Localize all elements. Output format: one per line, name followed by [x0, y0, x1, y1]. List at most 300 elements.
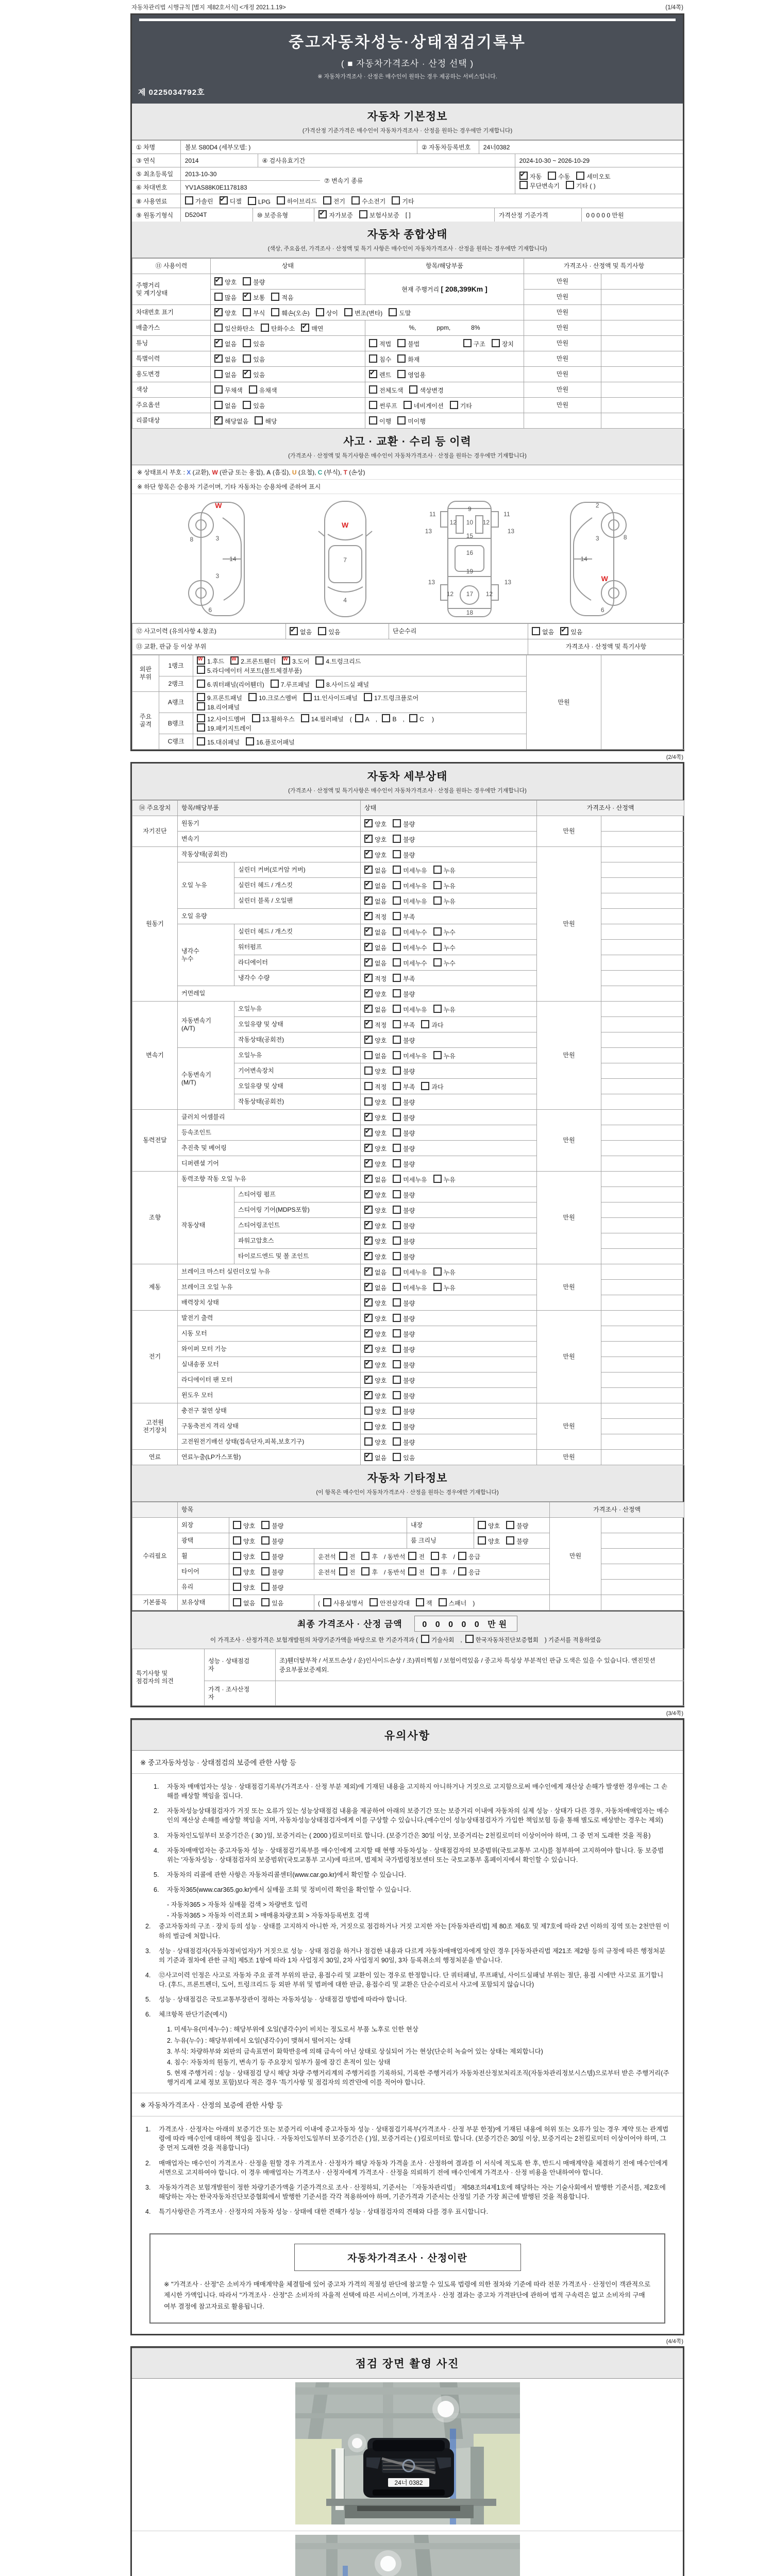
checkbox-option: 미세누유: [393, 1006, 427, 1013]
status-cell: [474, 1518, 550, 1533]
checkbox: [393, 943, 401, 951]
other-row: [132, 1580, 684, 1595]
device-group: 전기: [132, 1311, 178, 1403]
checkbox: [393, 1422, 401, 1430]
checkbox-option: 불량: [261, 1553, 283, 1561]
checkbox-option: 불량: [243, 279, 265, 286]
car-outline-left: [169, 498, 272, 620]
status-cell: [211, 290, 365, 305]
checkbox: [433, 1005, 442, 1013]
checkbox: [364, 1283, 373, 1291]
checkbox: [439, 1598, 447, 1606]
exchange-price-header: 가격조사 · 산정액 및 특기사항: [528, 639, 684, 655]
status-cell: [229, 1533, 407, 1549]
checkbox-option: ✔ 양호: [214, 310, 237, 317]
checkbox-option: 13.휠하우스: [252, 716, 295, 723]
field-label: ③ 연식: [132, 154, 181, 167]
checkbox: [416, 1598, 424, 1606]
checkbox-option: ✔ 양호: [364, 1161, 386, 1168]
text-token: /: [453, 1568, 455, 1576]
status-cell: [361, 816, 537, 832]
panel-number: 17: [466, 590, 474, 598]
blank-cell: [601, 1518, 684, 1533]
checkbox: [393, 819, 401, 827]
opinion-label: 성능 · 상태점검 자: [205, 1649, 276, 1681]
checkbox-option: 불량: [393, 1362, 415, 1369]
blank-cell: [601, 924, 684, 940]
checkbox-option: 불량: [393, 1037, 415, 1044]
checkbox: [323, 1598, 331, 1606]
status-cell: [211, 274, 365, 290]
checkbox: [393, 1236, 401, 1245]
checkbox: [214, 354, 223, 363]
checkbox-option: W 2.프론트휀더: [230, 658, 276, 665]
checkbox: [393, 1406, 401, 1415]
document-number: 제 0225034792호: [138, 88, 205, 97]
blank-cell: [601, 862, 684, 878]
status-cell: [361, 1187, 537, 1202]
panel-number: 13: [504, 578, 512, 586]
checkbox: [364, 1267, 373, 1276]
blank-cell: [601, 1342, 684, 1357]
checkbox-option: 한국자동차진단보증협회: [465, 1637, 539, 1643]
opinion-group: 특기사항 및 점검자의 의견: [132, 1649, 205, 1706]
row-label: 배출가스: [132, 320, 211, 336]
legend-code: C: [317, 469, 323, 476]
status-cell: [361, 1450, 537, 1465]
rank-name: B랭크: [159, 713, 193, 734]
checkbox-option: 누유: [433, 1053, 456, 1060]
status-cell: [229, 1595, 314, 1611]
form-page-2: [130, 762, 684, 1707]
blank-cell: [601, 1233, 684, 1249]
other-row: [132, 1549, 684, 1564]
checkbox: [230, 656, 239, 665]
checkbox-option: 19.패키지트레이: [197, 725, 251, 732]
subitem-cell: 작동상태(공회전): [234, 1032, 361, 1048]
other-row: [132, 1533, 684, 1549]
checkbox: [364, 896, 373, 905]
checkbox: [197, 714, 205, 722]
checkbox-option: ✔ 적정: [364, 975, 386, 982]
caution-item: 2. 자동차성능상태점검자가 거짓 또는 오류가 있는 성능상태점검 내용을 제공하여 아래의 보증기간 또는 보증거리 이내에 자동차의 실제 성능 · 상태가 다른 경우, 자동차매매업자는 매수인의 재산상 손해를 배상할 책임을 지며, 자동차성능상태점검자에게 이를 구상할 수 있습니다.(매수인이 성능상태점검자가 가입한 책임보험 등을 통해 별도로 배상받는 경우는 제외): [154, 1807, 669, 1824]
row-label: 특별이력: [132, 351, 211, 367]
checkbox: [548, 172, 556, 180]
checkbox: [369, 385, 377, 394]
status-cell: [361, 1141, 537, 1156]
price-cell: 만원: [524, 382, 601, 398]
detail-row: [132, 1388, 684, 1403]
field-label: ① 차명: [132, 141, 181, 154]
overall-status-table: [132, 258, 683, 429]
checkbox-option: 불량: [393, 1223, 415, 1230]
checkbox-option: ✔ 양호: [364, 991, 386, 998]
checkbox-option: ✔ 없음: [364, 1454, 386, 1462]
checkbox: [364, 1376, 373, 1384]
overall-header-row: [132, 259, 684, 274]
subitem-cell: 실린더 헤드 / 개스킷: [234, 878, 361, 893]
blank-cell: [601, 1295, 684, 1311]
checkbox: [421, 1635, 429, 1643]
basic-middle-block: [132, 167, 683, 194]
checkbox-option: 장치: [492, 341, 514, 348]
rank-name: 2랭크: [159, 676, 193, 692]
checkbox-option: 불량: [261, 1538, 283, 1545]
car-outline-right: [543, 498, 646, 620]
checkbox: [243, 308, 251, 316]
other-title: 자동차 기타정보: [367, 1472, 448, 1484]
blank-cell: [601, 274, 684, 290]
caution-item: 5. 성능 · 상태점검은 국토교통부장관이 정하는 자동차성능 · 상태점검 방법에 따라야 합니다.: [145, 1996, 407, 2004]
panel-number: 11: [429, 510, 436, 518]
checkbox: [364, 989, 373, 997]
cautions-title: 유의사항: [132, 1720, 683, 1751]
checkbox-option: 없음: [364, 1053, 386, 1060]
checkbox-option: 미세누유: [393, 898, 427, 905]
checkbox-option: ✔ 양호: [364, 1362, 386, 1369]
checkbox-option: 9.프론트패널: [197, 694, 242, 702]
item-cell: 시동 모터: [178, 1326, 361, 1342]
item-cell: 변속기: [178, 832, 361, 847]
exchange-rank-table: [132, 655, 683, 750]
checkbox-option: ✔ 양호: [364, 1238, 386, 1245]
checkbox-option: 누유: [433, 1284, 456, 1292]
simple-repair-options: [528, 624, 684, 639]
other-info-table: [132, 1502, 683, 1611]
blank-cell: [601, 909, 684, 924]
status-cell: [361, 986, 537, 1002]
checkbox: [393, 1283, 401, 1291]
blank-cell: [601, 1450, 684, 1465]
text-token: ) 기준서를 적용하였음: [544, 1637, 602, 1643]
checkbox-option: ✔ 없음: [214, 356, 237, 363]
checkbox-option: 도말: [389, 310, 411, 317]
row-label: 색상: [132, 382, 211, 398]
checkbox: [318, 627, 326, 635]
panel-number: 19: [466, 567, 474, 575]
history-label: ⑫ 사고이력 (유의사항 4.참조): [132, 624, 286, 639]
checkbox-option: 불법: [397, 341, 419, 348]
detail-row: [132, 1280, 684, 1295]
blank-cell: [601, 413, 684, 429]
detail-row: [132, 1342, 684, 1357]
checkbox-option: ✔ 양호: [364, 1145, 386, 1153]
form-page-1: [130, 13, 684, 751]
blank-cell: [601, 320, 684, 336]
checkbox: [409, 385, 417, 394]
checkbox: [409, 714, 417, 722]
blank-cell: [601, 1125, 684, 1141]
checkbox: [560, 627, 568, 635]
fuel-options: [181, 194, 683, 208]
detail-row: [132, 1419, 684, 1434]
checkbox-option: 탄화수소: [261, 325, 295, 332]
damage-mark-w: W: [601, 574, 608, 583]
legend-code: X: [187, 469, 191, 476]
detail-row: [132, 1450, 684, 1465]
checkbox-option: ✔ 양호: [364, 1331, 386, 1338]
panel-number: 3: [215, 572, 220, 580]
checkbox: [393, 881, 401, 889]
checkbox-option: ✔ 없음: [364, 1284, 386, 1292]
checkbox: [393, 1066, 401, 1075]
caution-subitem: - 자동차365 > 자동차 이력조회 > 매매용차량조회 > 자동차등록번호 검색: [167, 1912, 369, 1920]
price-cell: 만원: [537, 816, 601, 847]
caution-item: 6. 체크항목 판단기준(예시): [145, 2011, 227, 2019]
item-cell: 디퍼렌셜 기어: [178, 1156, 361, 1172]
field-label: 가격산정 기준가격: [495, 208, 582, 222]
device-group: 고전원 전기장치: [132, 1403, 178, 1450]
checkbox: [433, 1267, 442, 1276]
checkbox: [233, 1567, 241, 1575]
caution-item: 1. 자동차 매매업자는 성능 · 상태점검기록부(가격조사 · 산정 부분 제외)에 기재된 내용을 고지하지 아니하거나 거짓으로 고지함으로써 매수인에게 재산상 손해가 발생한 경우에는 그 손해를 배상할 책임을 집니다.: [154, 1783, 668, 1800]
checkbox-option: 미세누유: [393, 867, 427, 874]
checkbox-option: 후: [361, 1553, 378, 1561]
checkbox-option: 이행: [369, 418, 391, 425]
other-header-row: [132, 1502, 684, 1518]
checkbox-option: 기타: [450, 402, 472, 410]
checkbox: [382, 714, 390, 722]
detail-row: [132, 1403, 684, 1419]
status-cell: [361, 1125, 537, 1141]
item-label: 외장: [178, 1518, 229, 1533]
simple-repair-label: 단순수리: [389, 624, 528, 639]
checkbox: [364, 1221, 373, 1229]
cautions-list-a: [132, 1774, 683, 2093]
damage-mark-w: W: [215, 501, 222, 510]
checkbox: [359, 210, 367, 218]
extra-cell: [314, 1595, 550, 1611]
item-cell: 추진축 및 베어링: [178, 1141, 361, 1156]
checkbox: [433, 1283, 442, 1291]
checkbox-option: 누유: [433, 1006, 456, 1013]
checkbox: [351, 196, 360, 205]
status-cell: [211, 305, 524, 320]
blank-cell: [601, 1595, 684, 1611]
checkbox-option: 누유: [433, 883, 456, 890]
checkbox: [431, 1552, 439, 1560]
checkbox: [214, 339, 223, 347]
panel-number: 4: [343, 597, 347, 604]
checkbox: [214, 293, 223, 301]
status-cell: [361, 924, 537, 940]
checkbox: [478, 1536, 486, 1545]
subitem-cell: 스티어링조인트: [234, 1218, 361, 1233]
page-marker-3: (3/4쪽): [666, 1710, 683, 1717]
status-cell: [361, 1372, 537, 1388]
checkbox-option: ✔ 없음: [364, 960, 386, 967]
legend-code: A: [266, 469, 271, 476]
checkbox-option: 미세누수: [393, 960, 427, 967]
opinion-table: [132, 1649, 684, 1706]
checkbox-option: 화재: [397, 356, 419, 363]
other-section-header: [132, 1465, 683, 1502]
checkbox: [404, 401, 412, 409]
checkbox-option: 17.트렁크플로어: [364, 694, 418, 702]
checkbox: [364, 974, 373, 982]
checkbox: [364, 927, 373, 936]
col-header: 가격조사 · 산정액: [550, 1502, 684, 1518]
checkbox-option: 불량: [261, 1569, 283, 1576]
checkbox: [393, 1453, 401, 1461]
checkbox-option: 부식: [243, 310, 265, 317]
status-cell: [361, 1388, 537, 1403]
rank-parts: [193, 713, 527, 734]
caution-subitem: 1. 미세누유(미세누수) : 해당부위에 오일(냉각수)이 비치는 정도로서 부품 노후로 인한 현상: [167, 2026, 418, 2033]
basic-section-header: [132, 104, 683, 140]
checkbox-option: 불량: [393, 1331, 415, 1338]
price-cell: 만원: [524, 320, 601, 336]
checkbox: [261, 1521, 270, 1529]
other-row: [132, 1564, 684, 1580]
checkbox: [364, 1036, 373, 1044]
checkbox-option: 하이브리드: [277, 196, 317, 206]
panel-number: 3: [215, 534, 220, 542]
checkbox: [433, 943, 442, 951]
detail-row: [132, 1357, 684, 1372]
panel-number: 12: [449, 519, 457, 527]
damage-mark-w: W: [341, 520, 349, 529]
checkbox-option: ✔ 없음: [364, 1006, 386, 1013]
checkbox: [364, 1082, 373, 1090]
text-token: 운전석: [318, 1568, 336, 1576]
item-text: 매매업자는 매수인이 가격조사 · 산정을 원할 경우 가격조사 · 산정자가 해당 자동차 가격을 조사 · 산정하여 결과를 이 서식에 적도록 한 후, 반드시 매매계약을 체결하기 전에 매수인에게 서면으로 고지하여야 합니다. 이 경우 매매업자는 가격조사 · 산정자에게 가격조사 · 산정을 의뢰하기 전에 매수인에게 가격조사 · 산정 비용을 안내하여야 합니다.: [159, 2159, 668, 2176]
checkbox: [364, 1206, 373, 1214]
row-label: 주행거리 및 계기상태: [132, 274, 211, 305]
checkbox-option: 없음: [532, 629, 554, 636]
checkbox: [369, 416, 377, 425]
checkbox-option: 미세누유: [393, 883, 427, 890]
checkbox-option: 침수: [369, 356, 391, 363]
accident-note: (가격조사 · 산정액 및 특기사항은 매수인이 자동차가격조사 · 산정을 원하는 경우에만 기재합니다): [288, 453, 527, 459]
col-header: 항목/해당부품: [178, 801, 361, 816]
item-number: 3.: [145, 2183, 151, 2191]
blank-cell: [601, 290, 684, 305]
caution-item: 3. 성능 · 상태점검자(자동차정비업자)가 거짓으로 성능 · 상태 점검을 하거나 점검한 내용과 다르게 자동차매매업자에게 알린 경우 [자동차관리법 제21조 제2항 등의 규정에 따른 행정처분의 기준과 절차에 관한 규칙] 제5조 1항에 따라 1차 사업정지 30일, 2차 사업정지 90일, 3차 등록취소의 행정처분을 받습니다.: [145, 1947, 666, 1964]
checkbox: [393, 989, 401, 997]
checkbox: [261, 1567, 270, 1575]
caution-item: 2. 중고자동차의 구조 · 장치 등의 성능 · 상태를 고지하지 아니한 자, 거짓으로 점검하거나 거짓 고지한 자는 [자동차관리법] 제 80조 제6호 및 제7호에 따라 2년 이하의 징역 또는 2천만원 이하의 벌금에 처합니다.: [145, 1923, 669, 1940]
checkbox-option: 불량: [393, 1114, 415, 1122]
checkbox-option: ✔ 없음: [364, 1269, 386, 1276]
legend-code: W: [212, 469, 218, 476]
price-cell: 만원: [524, 305, 601, 320]
checkbox: [364, 1252, 373, 1260]
checkbox-option: 네비게이션: [404, 402, 444, 410]
checkbox-option: 전: [408, 1569, 425, 1576]
checkbox: [364, 912, 373, 920]
status-cell: [361, 1233, 537, 1249]
form-title-note: ※ 자동차가격조사 · 산정은 매수인이 원하는 경우 제공하는 서비스입니다.: [317, 74, 497, 80]
license-plate-front: 24너 0382: [394, 2479, 423, 2486]
text-token: ): [473, 1599, 475, 1607]
blank-cell: [601, 1533, 684, 1549]
price-cell: 만원: [537, 1311, 601, 1403]
status-cell: [229, 1518, 407, 1533]
checkbox: [458, 1552, 466, 1560]
status-cell: [211, 413, 365, 429]
price-cell: 만원: [537, 847, 601, 1002]
field-label: ⑨ 원동기형식: [132, 208, 181, 222]
checkbox-option: 불량: [393, 1099, 415, 1106]
checkbox-option: 유채색: [249, 387, 277, 394]
checkbox-option: 양호: [233, 1553, 255, 1561]
caution-item: 4. 자동차매매업자는 중고자동차 성능 · 상태점검기록부를 매수인에게 고지할 때 현행 자동차성능 · 상태점검자의 보증범위(국토교통부 고시)를 첨부하여 고지하여야 합니다. 동 보증범위는 '자동차성능 · 상태점검자의 보증범위'(국토교통부 고시)에 따르며, 법제처 국가법령정보센터 또는 국토교통부 홈페이지에서 확인할 수 있습니다.: [154, 1846, 664, 1863]
checkbox-option: LPG: [248, 197, 271, 206]
blank-cell: [601, 1249, 684, 1264]
price-cell: 만원: [524, 367, 601, 382]
checkbox-option: 16.플로어패널: [246, 739, 295, 746]
blank-cell: [601, 1156, 684, 1172]
checkbox-option: 전: [408, 1553, 425, 1561]
checkbox-option: 양호: [364, 1408, 386, 1415]
checkbox: [397, 339, 406, 347]
checkbox-option: 불량: [393, 1192, 415, 1199]
checkbox: [576, 172, 584, 180]
text-token: [ ]: [405, 211, 411, 218]
overall-row: [132, 367, 684, 382]
panel-number: 6: [600, 606, 604, 614]
checkbox-option: ✔ 자가보증: [318, 210, 352, 219]
checkbox-option: 불량: [506, 1522, 528, 1530]
checkbox-option: 가솔린: [185, 196, 213, 206]
checkbox: [355, 714, 363, 722]
checkbox: [364, 1391, 373, 1399]
other-group: 기본품목: [132, 1595, 178, 1611]
checkbox: [261, 1536, 270, 1545]
detail-row: [132, 1110, 684, 1125]
panel-number: 8: [623, 533, 627, 541]
checkbox: [364, 835, 373, 843]
item-label: 보유상태: [178, 1595, 229, 1611]
price-info-title: 자동차가격조사 · 산정이란: [294, 2244, 521, 2271]
item-cell: 배력장치 상태: [178, 1295, 361, 1311]
checkbox-option: 후: [431, 1553, 447, 1561]
detail-title: 자동차 세부상태: [367, 771, 448, 783]
checkbox: [393, 1190, 401, 1198]
detail-row: [132, 1156, 684, 1172]
caution-subitem: 4. 침수: 자동차의 원동기, 변속기 등 주요장치 일부가 물에 잠긴 흔적이 있는 상태: [167, 2058, 391, 2066]
checkbox: [364, 1314, 373, 1322]
checkbox-option: 불량: [506, 1538, 528, 1545]
checkbox: [393, 1005, 401, 1013]
exchange-label: ⑬ 교환, 판금 등 이상 부위: [132, 639, 528, 655]
overall-row: [132, 336, 684, 351]
checkbox-option: 불량: [393, 1377, 415, 1384]
checkbox: [252, 714, 260, 722]
status-cell: [361, 1218, 537, 1233]
checkbox-option: 7.루프패널: [271, 681, 310, 688]
checkbox-option: ✔ 양호: [364, 1037, 386, 1044]
checkbox-option: ✔ 없음: [364, 944, 386, 952]
caution-item: 6. 자동차365(www.car365.go.kr)에서 실매물 조회 및 정비이력 확인을 확인할 수 있습니다.: [154, 1886, 411, 1893]
item-text: 자동차가격은 보험개발원이 정한 차량기준가액을 기준가격으로 조사 · 산정하되, 기준서는 「자동차관리법」 제58조의4제1호에 해당하는 자는 기술사회에서 발행한 기준서를, 제2호에 해당하는 자는 한국자동차진단보증협회에서 발행한 기준서를 각각 적용하여야 하며, 기준가격과 기준서는 산정일 기준 가장 최근에 발행된 것을 적용합니다.: [159, 2183, 666, 2200]
checkbox: [506, 1521, 514, 1529]
status-cell: [211, 336, 365, 351]
checkbox: [364, 1144, 373, 1152]
checkbox: [369, 339, 377, 347]
detail-note: (가격조사 · 산정액 및 특기사항은 매수인이 자동차가격조사 · 산정을 원하는 경우에만 기재합니다): [288, 788, 527, 794]
checkbox: [364, 943, 373, 951]
checkbox: [364, 1020, 373, 1028]
vin-value: YV1AS88K0E1178183: [185, 183, 247, 191]
checkbox: [433, 866, 442, 874]
status-cell: [361, 832, 537, 847]
checkbox-option: A: [355, 716, 369, 723]
row-label: 차대번호 표기: [132, 305, 211, 320]
detail-section-header: [132, 764, 683, 800]
subitem-cell: 라디에이터: [234, 955, 361, 971]
